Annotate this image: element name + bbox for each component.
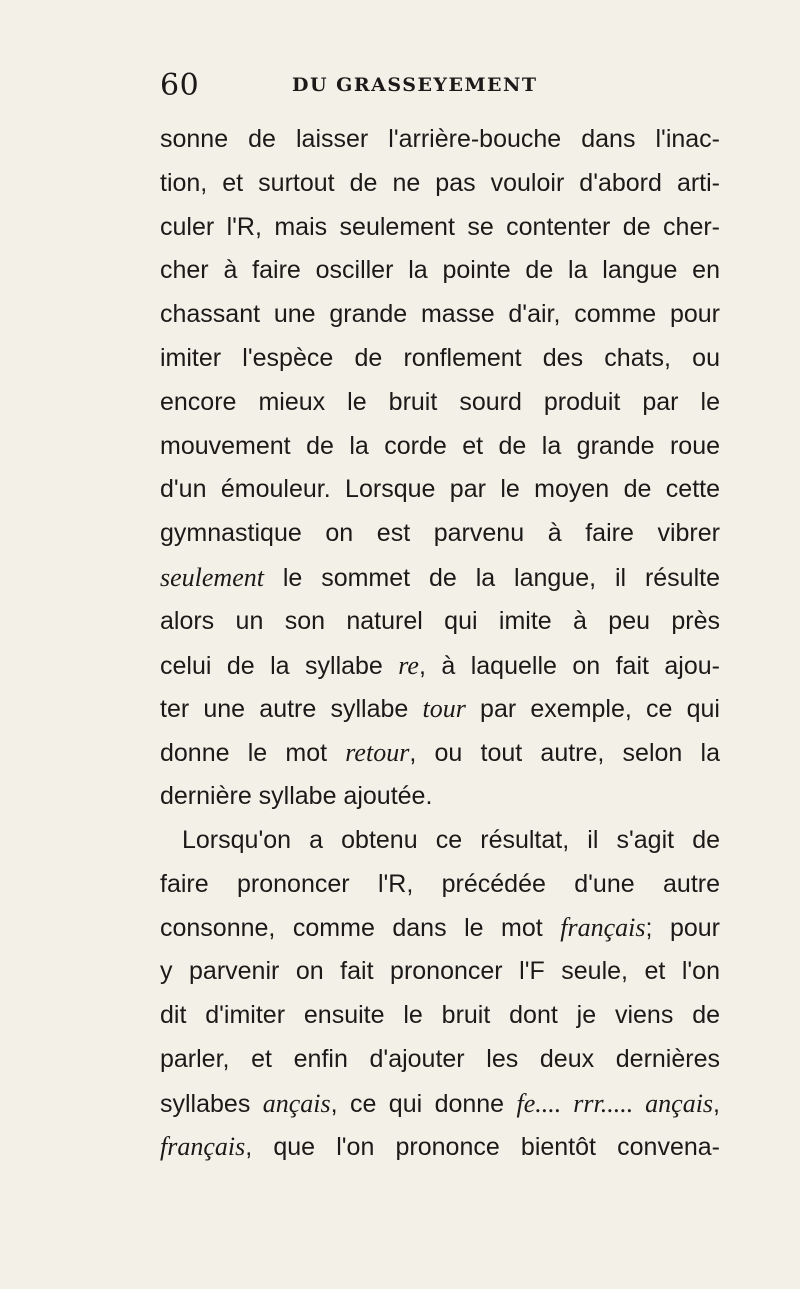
text-line xyxy=(160,994,720,1038)
text-line xyxy=(160,381,720,425)
text-segment: cher à faire osciller la pointe de la langue en xyxy=(160,256,720,285)
text-line xyxy=(160,337,720,381)
text-line xyxy=(160,1038,720,1082)
text-segment: celui de la syllabe xyxy=(160,651,399,680)
text-line xyxy=(160,468,720,512)
text-segment: tion, et surtout de ne pas vouloir d'abord arti- xyxy=(160,168,720,197)
text-segment: Lorsqu'on a obtenu ce résultat, il s'agit de xyxy=(182,825,720,854)
text-line xyxy=(160,249,720,293)
text-line xyxy=(160,556,720,600)
text-segment: , à laquelle on fait ajou- xyxy=(418,651,720,680)
text-line xyxy=(160,819,720,863)
italic-word: français xyxy=(560,913,646,943)
text-segment: chassant une grande masse d'air, comme pour xyxy=(160,300,720,329)
text-line xyxy=(160,118,720,162)
text-line xyxy=(160,906,720,950)
text-segment: , que l'on prononce bientôt convena- xyxy=(245,1133,720,1162)
text-line xyxy=(160,162,720,206)
italic-word: seulement xyxy=(160,562,264,592)
text-segment: , ce qui donne xyxy=(330,1089,517,1118)
text-segment: mouvement de la corde et de la grande roue xyxy=(160,431,720,460)
italic-word: retour xyxy=(345,738,410,768)
text-segment: donne le mot xyxy=(160,739,346,768)
text-segment: y parvenir on fait prononcer l'F seule, et l'on xyxy=(160,957,720,986)
text-line xyxy=(160,512,720,556)
text-segment: encore mieux le bruit sourd produit par le xyxy=(160,387,720,416)
text-segment: dit d'imiter ensuite le bruit dont je viens de xyxy=(160,1000,720,1029)
text-segment: syllabes xyxy=(160,1089,263,1118)
text-segment: faire prononcer l'R, précédée d'une autre xyxy=(160,869,720,898)
text-line xyxy=(160,863,720,907)
text-line xyxy=(160,775,720,819)
text-line xyxy=(160,644,720,688)
text-line xyxy=(160,1082,720,1126)
text-segment: ter une autre syllabe xyxy=(160,695,423,724)
italic-word: re xyxy=(398,650,419,680)
page-header xyxy=(160,68,720,108)
text-line xyxy=(160,425,720,469)
text-segment: , ou tout autre, selon la xyxy=(409,739,720,768)
text-segment: parler, et enfin d'ajouter les deux dernières xyxy=(160,1044,720,1073)
text-line xyxy=(160,293,720,337)
text-segment: ; pour xyxy=(645,914,720,943)
running-title: DU GRASSEYEMENT xyxy=(292,74,538,96)
italic-word: français xyxy=(160,1132,246,1162)
text-line xyxy=(160,206,720,250)
text-segment: dernière syllabe ajoutée. xyxy=(160,781,433,810)
text-segment: alors un son naturel qui imite à peu près xyxy=(160,606,720,635)
text-segment: d'un émouleur. Lorsque par le moyen de cette xyxy=(160,475,720,504)
italic-word: fe.... rrr..... ançais xyxy=(516,1088,714,1118)
text-line xyxy=(160,687,720,731)
text-segment: culer l'R, mais seulement se contenter de cher- xyxy=(160,212,720,241)
italic-word: ançais xyxy=(262,1088,331,1118)
text-line xyxy=(160,1125,720,1169)
text-line xyxy=(160,950,720,994)
text-segment: par exemple, ce qui xyxy=(465,695,720,724)
text-line xyxy=(160,731,720,775)
page-number: 60 xyxy=(160,68,200,103)
text-segment: le sommet de la langue, il résulte xyxy=(263,563,720,592)
text-line xyxy=(160,600,720,644)
text-segment: , xyxy=(713,1089,720,1118)
text-segment: imiter l'espèce de ronflement des chats, ou xyxy=(160,343,720,372)
italic-word: tour xyxy=(422,694,466,724)
text-segment: consonne, comme dans le mot xyxy=(160,914,561,943)
text-segment: gymnastique on est parvenu à faire vibrer xyxy=(160,519,720,548)
text-segment: sonne de laisser l'arrière-bouche dans l'inac- xyxy=(160,125,720,153)
body-text xyxy=(160,118,720,1169)
